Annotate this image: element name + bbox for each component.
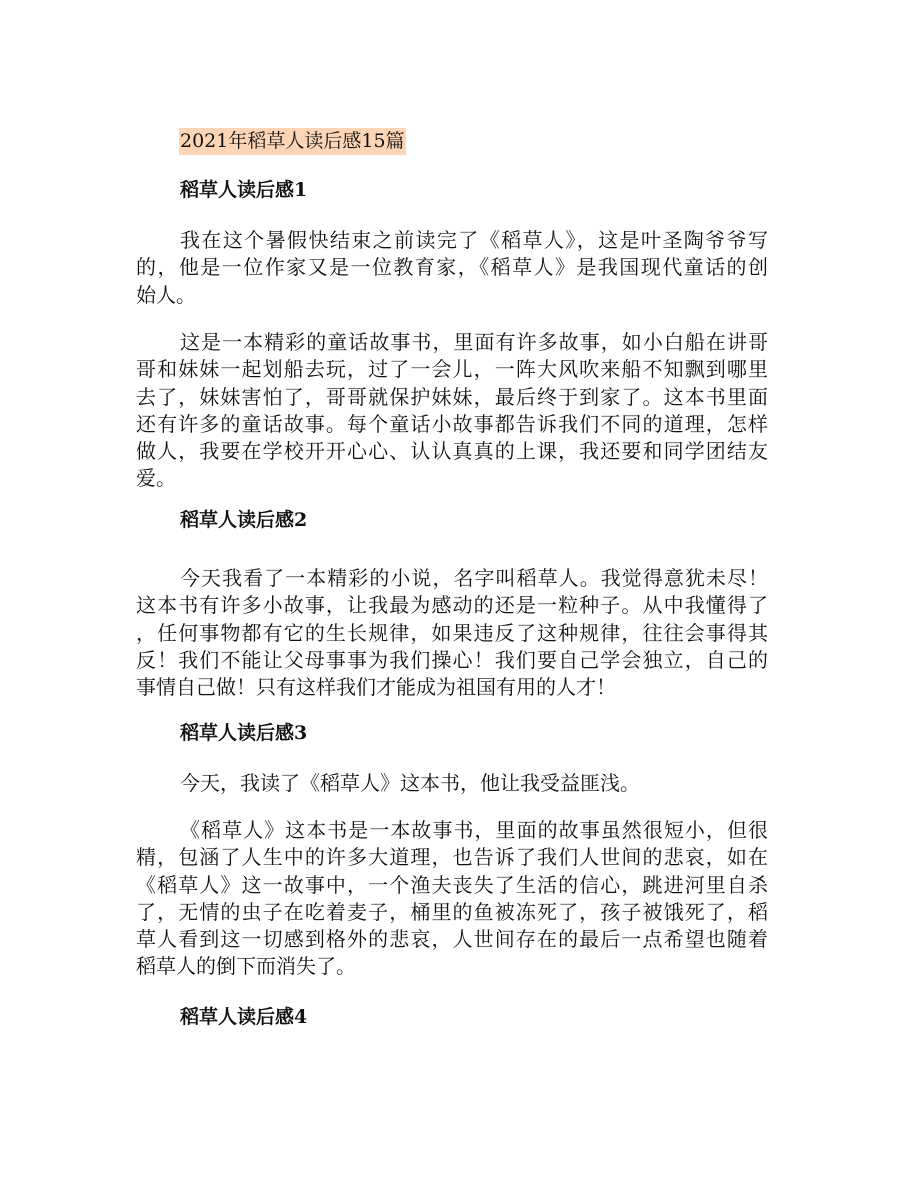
paragraph-line: 这本书有许多小故事，让我最为感动的还是一粒种子。从中我懂得了: [136, 593, 768, 618]
paragraph-line: 去了，妹妹害怕了，哥哥就保护妹妹，最后终于到家了。这本书里面: [136, 384, 768, 409]
paragraph-line: 反！我们不能让父母事事为我们操心！我们要自己学会独立，自己的: [136, 647, 768, 672]
paragraph-line: 精，包涵了人生中的许多大道理，也告诉了我们人世间的悲哀，如在: [136, 845, 768, 870]
paragraph-line: 草人看到这一切感到格外的悲哀，人世间存在的最后一点希望也随着: [136, 927, 768, 952]
paragraph-line: 了，无情的虫子在吃着麦子，桶里的鱼被冻死了，孩子被饿死了，稻: [136, 899, 768, 924]
section-heading: 稻草人读后感2: [180, 509, 308, 531]
paragraph-line: 这是一本精彩的童话故事书，里面有许多故事，如小白船在讲哥: [180, 330, 768, 354]
paragraph-line: 爱。: [136, 466, 176, 491]
paragraph: [136, 817, 768, 981]
paragraph-line: 还有许多的童话故事。每个童话小故事都告诉我们不同的道理，怎样: [136, 411, 768, 436]
paragraph-line: 事情自己做！只有这样我们才能成为祖国有用的人才！: [136, 675, 616, 700]
paragraph: [136, 770, 768, 797]
paragraph: [136, 565, 768, 701]
paragraph-line: 的，他是一位作家又是一位教育家，《稻草人》是我国现代童话的创: [136, 255, 768, 280]
paragraph-line: ，任何事物都有它的生长规律，如果违反了这种规律，往往会事得其: [136, 620, 768, 645]
paragraph-line: 《稻草人》这一故事中，一个渔夫丧失了生活的信心，跳进河里自杀: [136, 872, 768, 897]
paragraph-line: 今天我看了一本精彩的小说，名字叫稻草人。我觉得意犹未尽！: [180, 566, 768, 590]
paragraph: [136, 329, 768, 493]
paragraph-line: 《稻草人》这本书是一本故事书，里面的故事虽然很短小，但很: [180, 818, 768, 842]
paragraph-line: 稻草人的倒下而消失了。: [136, 954, 356, 979]
document-title: 2021年稻草人读后感15篇: [179, 128, 406, 155]
paragraph: [136, 227, 768, 309]
paragraph-line: 哥和妹妹一起划船去玩，过了一会儿，一阵大风吹来船不知飘到哪里: [136, 357, 768, 382]
section-heading: 稻草人读后感1: [180, 179, 308, 201]
section-heading: 稻草人读后感4: [180, 1006, 308, 1028]
paragraph-line: 始人。: [136, 282, 196, 307]
paragraph-line: 我在这个暑假快结束之前读完了《稻草人》，这是叶圣陶爷爷写: [180, 228, 768, 252]
paragraph-line: 做人，我要在学校开开心心、认认真真的上课，我还要和同学团结友: [136, 439, 768, 464]
paragraph-line: 今天，我读了《稻草人》这本书，他让我受益匪浅。: [180, 771, 640, 795]
section-heading: 稻草人读后感3: [180, 722, 308, 744]
